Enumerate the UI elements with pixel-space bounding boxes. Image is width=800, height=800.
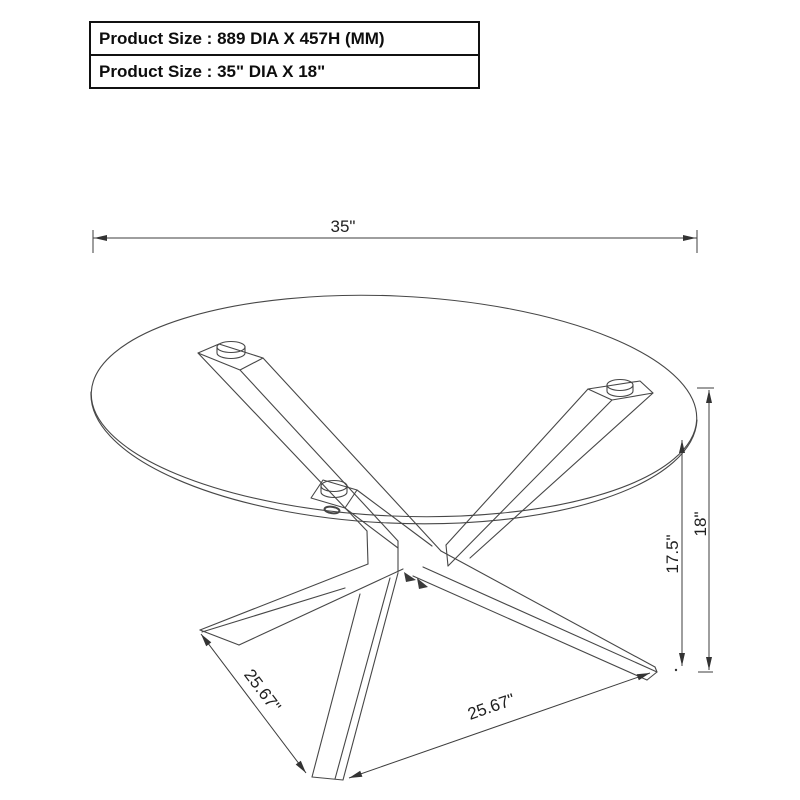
arrowhead-upleft-icon bbox=[201, 634, 211, 646]
arrowhead-downright-icon bbox=[296, 761, 306, 773]
product-size-row-mm: Product Size : 889 DIA X 457H (MM) bbox=[99, 29, 385, 48]
dim-label-overall-height: 18" bbox=[691, 511, 710, 537]
leg-foot-right bbox=[413, 551, 657, 680]
dim-label-underside-height: 17.5" bbox=[663, 534, 682, 574]
product-size-row-inches: Product Size : 35" DIA X 18" bbox=[91, 54, 478, 87]
dim-label-top-width: 35" bbox=[330, 217, 356, 236]
dim-label-leg-span-right: 25.67" bbox=[465, 689, 518, 724]
arrowhead-left-icon bbox=[94, 235, 107, 241]
dimension-top-width bbox=[93, 217, 697, 253]
arrowhead-downleft-icon bbox=[349, 771, 362, 778]
dimension-leg-span-left bbox=[201, 634, 306, 773]
dim-label-leg-span-left: 25.67" bbox=[240, 665, 285, 716]
arrowhead-down-icon bbox=[679, 653, 685, 666]
leg-top-left bbox=[198, 342, 441, 552]
connector-puck-top bbox=[217, 342, 245, 353]
fastener-hole bbox=[324, 506, 340, 514]
arrowhead-up-icon bbox=[706, 390, 712, 403]
leg-right bbox=[446, 380, 653, 567]
arrowhead-right-icon bbox=[683, 235, 696, 241]
dimension-leg-span-right bbox=[349, 673, 650, 778]
leg-foot-left bbox=[200, 564, 403, 645]
arrowhead-down-icon bbox=[706, 657, 712, 670]
glass-thickness-edge bbox=[91, 392, 697, 524]
glass-top bbox=[86, 282, 701, 529]
dimension-underside-height bbox=[663, 440, 685, 671]
leg-front-left bbox=[311, 480, 432, 548]
leg-foot-front bbox=[312, 573, 398, 780]
arrowhead-up-icon bbox=[679, 440, 685, 453]
